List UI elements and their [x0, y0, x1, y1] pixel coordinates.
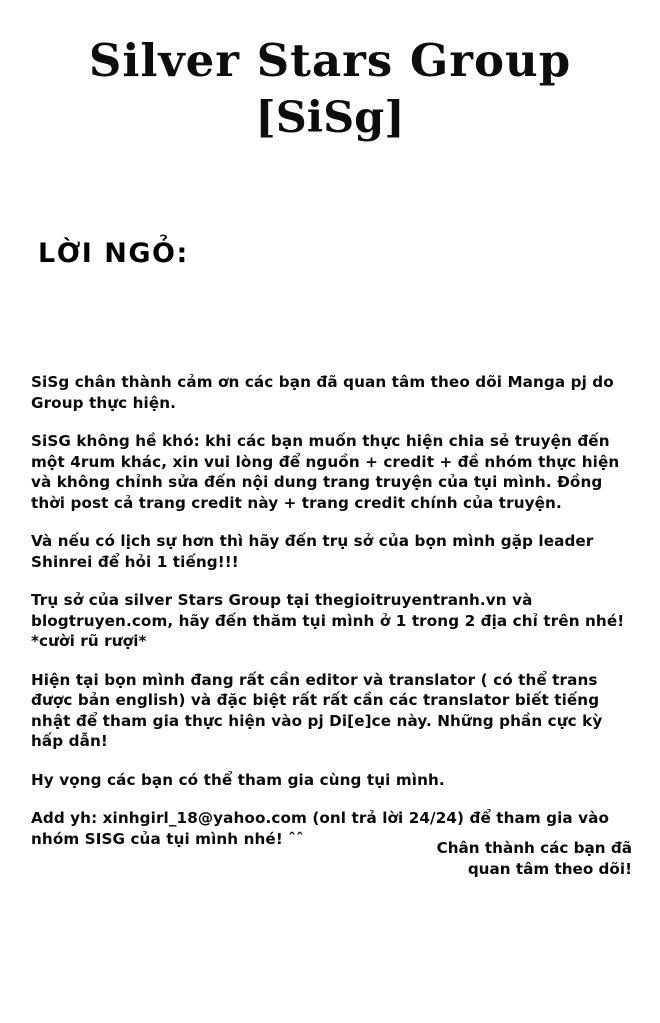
- group-name: Silver Stars Group: [88, 34, 572, 87]
- signoff-line-2: quan tâm theo dõi!: [467, 859, 632, 878]
- signoff-line-1: Chân thành các bạn đã: [436, 839, 632, 857]
- paragraph: Hiện tại bọn mình đang rất cần editor và translator ( có thể trans được bản english) và đặc biệt rất rất cần các translator biết tiếng nhật để tham gia thực hiện vào pj Di[e]ce này. Những phần cực kỳ hấp dẫn!: [31, 670, 603, 750]
- signoff: [212, 838, 632, 879]
- group-abbreviation: [SiSg]: [255, 93, 405, 143]
- paragraph: Trụ sở của silver Stars Group tại thegioitruyentranh.vn và blogtruyen.com, hãy đến thăm tụi mình ở 1 trong 2 địa chỉ trên nhé! *cười rũ rượi*: [31, 591, 625, 650]
- message-body: [31, 372, 631, 849]
- paragraph: Và nếu có lịch sự hơn thì hãy đến trụ sở của bọn mình gặp leader Shinrei để hỏi 1 tiếng!!!: [31, 532, 594, 571]
- paragraph: Hy vọng các bạn có thể tham gia cùng tụi mình.: [31, 770, 445, 789]
- paragraph: Add yh: xinhgirl_18@yahoo.com (onl trả lời 24/24) để tham gia vào nhóm SISG của tụi mình nhé! ˆˆ: [31, 809, 610, 848]
- section-heading: LỜI NGỎ:: [38, 238, 189, 269]
- paragraph: SiSg chân thành cảm ơn các bạn đã quan tâm theo dõi Manga pj do Group thực hiện.: [31, 373, 614, 412]
- page-title: [0, 34, 660, 144]
- paragraph: SiSG không hề khó: khi các bạn muốn thực hiện chia sẻ truyện đến một 4rum khác, xin vui lòng để nguồn + credit + đề nhóm thực hiện và không chỉnh sửa đến nội dung trang truyện của tụi mình. Đồng thời post cả trang credit này + trang credit chính của truyện.: [31, 432, 620, 512]
